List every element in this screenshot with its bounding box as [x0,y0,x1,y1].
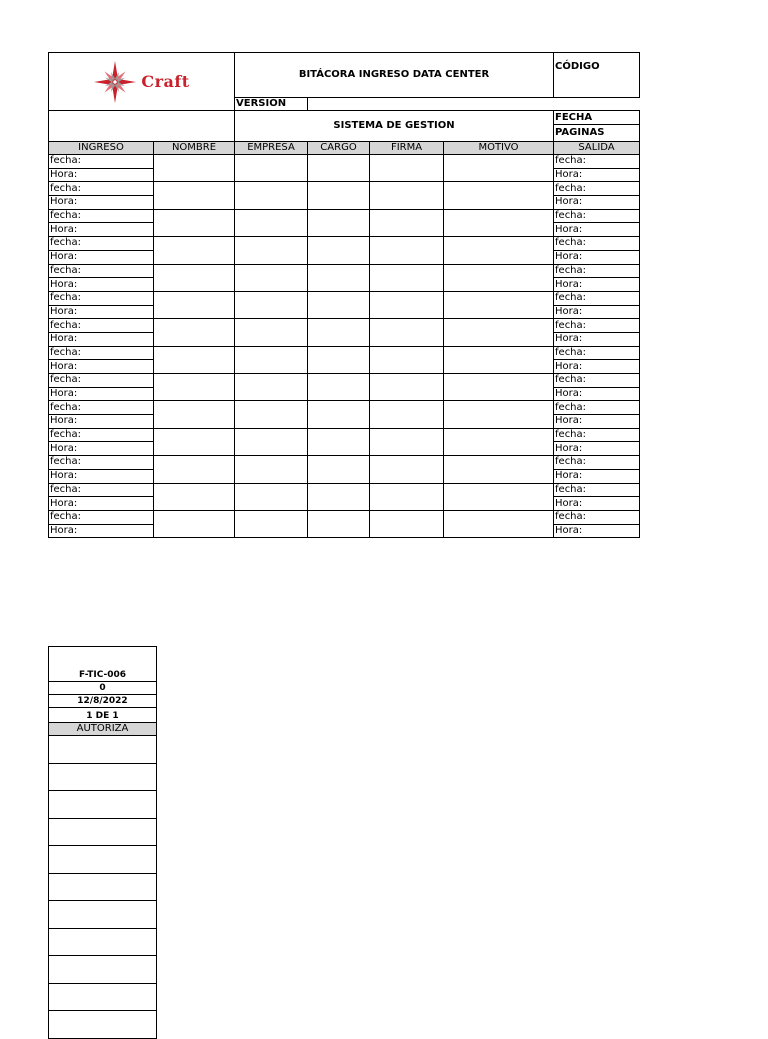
cargo-cell[interactable] [308,291,370,318]
firma-cell[interactable] [370,456,444,483]
salida-hora-cell[interactable]: Hora: [554,223,640,237]
firma-cell[interactable] [370,209,444,236]
nombre-cell[interactable] [154,346,235,373]
salida-fecha-cell[interactable]: fecha: [554,182,640,196]
motivo-cell[interactable] [444,456,554,483]
col-motivo-header: MOTIVO [444,142,554,155]
firma-cell[interactable] [370,428,444,455]
nombre-cell[interactable] [154,401,235,428]
nombre-cell[interactable] [154,291,235,318]
salida-fecha-cell[interactable]: fecha: [554,291,640,305]
motivo-cell[interactable] [444,182,554,209]
log-entry-row [49,483,640,497]
cargo-cell[interactable] [308,319,370,346]
craft-logo [50,60,233,104]
firma-cell[interactable] [370,291,444,318]
salida-hora-cell[interactable]: Hora: [554,442,640,456]
ingreso-fecha-cell[interactable]: fecha: [49,428,154,442]
salida-fecha-cell[interactable]: fecha: [554,209,640,223]
firma-cell[interactable] [370,374,444,401]
firma-cell[interactable] [370,510,444,537]
log-entry-row [49,182,640,196]
salida-hora-cell[interactable]: Hora: [554,360,640,374]
empresa-cell[interactable] [235,428,308,455]
firma-cell[interactable] [370,483,444,510]
col-firma-header: FIRMA [370,142,444,155]
salida-fecha-cell[interactable]: fecha: [554,456,640,470]
firma-cell[interactable] [370,237,444,264]
ingreso-hora-cell[interactable]: Hora: [49,332,154,346]
salida-hora-cell[interactable]: Hora: [554,168,640,182]
ingreso-fecha-cell[interactable]: fecha: [49,346,154,360]
salida-fecha-cell[interactable]: fecha: [554,346,640,360]
log-entry-row [49,264,640,278]
autoriza-signature-cell[interactable] [49,846,157,874]
logo-cell [49,53,235,111]
col-ingreso-header: INGRESO [49,142,154,155]
autoriza-signature-cell[interactable] [49,818,157,846]
empresa-cell[interactable] [235,374,308,401]
salida-fecha-cell[interactable]: fecha: [554,428,640,442]
log-entry-row [49,510,640,524]
ingreso-hora-cell[interactable]: Hora: [49,415,154,429]
ingreso-hora-cell[interactable]: Hora: [49,469,154,483]
nombre-cell[interactable] [154,182,235,209]
autoriza-row [49,873,157,901]
autoriza-signature-cell[interactable] [49,1011,157,1039]
motivo-cell[interactable] [444,483,554,510]
firma-cell[interactable] [370,155,444,182]
salida-hora-cell[interactable]: Hora: [554,278,640,292]
nombre-cell[interactable] [154,264,235,291]
autoriza-signature-cell[interactable] [49,983,157,1011]
nombre-cell[interactable] [154,155,235,182]
nombre-cell[interactable] [154,483,235,510]
log-entry-row [49,291,640,305]
brand-name: Craft [141,71,190,91]
empresa-cell[interactable] [235,319,308,346]
meta-paginas-label: PAGINAS [554,125,640,142]
ingreso-hora-cell[interactable]: Hora: [49,168,154,182]
autoriza-signature-cell[interactable] [49,956,157,984]
paginas-value: 1 DE 1 [49,708,157,723]
ingreso-hora-cell[interactable]: Hora: [49,360,154,374]
ingreso-fecha-cell[interactable]: fecha: [49,510,154,524]
ingreso-fecha-cell[interactable]: fecha: [49,237,154,251]
autoriza-signature-cell[interactable] [49,736,157,764]
meta-codigo-label: CÓDIGO [554,53,640,98]
autoriza-row [49,791,157,819]
cargo-cell[interactable] [308,456,370,483]
compass-rose-icon [93,60,137,104]
empresa-cell[interactable] [235,291,308,318]
nombre-cell[interactable] [154,428,235,455]
empresa-cell[interactable] [235,483,308,510]
autoriza-row [49,846,157,874]
meta-fecha-label: FECHA [554,111,640,125]
col-salida-header: SALIDA [554,142,640,155]
log-entry-row [49,346,640,360]
salida-fecha-cell[interactable]: fecha: [554,155,640,169]
cargo-cell[interactable] [308,374,370,401]
motivo-cell[interactable] [444,291,554,318]
autoriza-row [49,1011,157,1039]
autoriza-signature-cell[interactable] [49,928,157,956]
salida-hora-cell[interactable]: Hora: [554,524,640,538]
salida-hora-cell[interactable]: Hora: [554,497,640,511]
ingreso-hora-cell[interactable]: Hora: [49,497,154,511]
empresa-cell[interactable] [235,209,308,236]
empresa-cell[interactable] [235,182,308,209]
log-entry-row [49,456,640,470]
ingreso-fecha-cell[interactable]: fecha: [49,209,154,223]
salida-fecha-cell[interactable]: fecha: [554,401,640,415]
ingreso-fecha-cell[interactable]: fecha: [49,264,154,278]
codigo-value: F-TIC-006 [49,647,157,682]
motivo-cell[interactable] [444,237,554,264]
form-subtitle: SISTEMA DE GESTION [235,111,554,142]
ingreso-fecha-cell[interactable]: fecha: [49,291,154,305]
log-entry-row [49,319,640,333]
log-entry-row [49,209,640,223]
motivo-cell[interactable] [444,155,554,182]
cargo-cell[interactable] [308,155,370,182]
autoriza-signature-cell[interactable] [49,901,157,929]
form-title: BITÁCORA INGRESO DATA CENTER [235,53,554,98]
col-empresa-header: EMPRESA [235,142,308,155]
fecha-value: 12/8/2022 [49,695,157,708]
salida-hora-cell[interactable]: Hora: [554,387,640,401]
ingreso-fecha-cell[interactable]: fecha: [49,374,154,388]
ingreso-fecha-cell[interactable]: fecha: [49,182,154,196]
nombre-cell[interactable] [154,209,235,236]
nombre-cell[interactable] [154,456,235,483]
motivo-cell[interactable] [444,374,554,401]
salida-fecha-cell[interactable]: fecha: [554,237,640,251]
salida-hora-cell[interactable]: Hora: [554,196,640,210]
salida-fecha-cell[interactable]: fecha: [554,374,640,388]
firma-cell[interactable] [370,319,444,346]
approval-panel [48,646,157,1039]
nombre-cell[interactable] [154,237,235,264]
col-nombre-header: NOMBRE [154,142,235,155]
salida-hora-cell[interactable]: Hora: [554,305,640,319]
log-sheet-table [48,52,640,538]
firma-cell[interactable] [370,264,444,291]
ingreso-fecha-cell[interactable]: fecha: [49,401,154,415]
empresa-cell[interactable] [235,401,308,428]
version-value: 0 [49,682,157,695]
cargo-cell[interactable] [308,182,370,209]
salida-hora-cell[interactable]: Hora: [554,250,640,264]
autoriza-row [49,983,157,1011]
col-cargo-header: CARGO [308,142,370,155]
ingreso-hora-cell[interactable]: Hora: [49,223,154,237]
ingreso-fecha-cell[interactable]: fecha: [49,319,154,333]
log-entry-row [49,401,640,415]
log-entry-row [49,237,640,251]
cargo-cell[interactable] [308,401,370,428]
empresa-cell[interactable] [235,346,308,373]
salida-fecha-cell[interactable]: fecha: [554,264,640,278]
cargo-cell[interactable] [308,264,370,291]
empresa-cell[interactable] [235,456,308,483]
cargo-cell[interactable] [308,428,370,455]
log-entry-row [49,374,640,388]
column-header-row [49,142,640,155]
log-entry-row [49,155,640,169]
motivo-cell[interactable] [444,319,554,346]
salida-hora-cell[interactable]: Hora: [554,332,640,346]
cargo-cell[interactable] [308,237,370,264]
log-entry-row [49,428,640,442]
autoriza-signature-cell[interactable] [49,763,157,791]
autoriza-header: AUTORIZA [49,723,157,736]
ingreso-hora-cell[interactable]: Hora: [49,278,154,292]
ingreso-fecha-cell[interactable]: fecha: [49,483,154,497]
motivo-cell[interactable] [444,401,554,428]
autoriza-row [49,818,157,846]
ingreso-hora-cell[interactable]: Hora: [49,305,154,319]
autoriza-row [49,736,157,764]
motivo-cell[interactable] [444,209,554,236]
meta-version-label: VERSIÒN [235,98,308,111]
cargo-cell[interactable] [308,346,370,373]
ingreso-hora-cell[interactable]: Hora: [49,442,154,456]
empresa-cell[interactable] [235,510,308,537]
autoriza-row [49,901,157,929]
salida-hora-cell[interactable]: Hora: [554,415,640,429]
salida-hora-cell[interactable]: Hora: [554,469,640,483]
motivo-cell[interactable] [444,428,554,455]
salida-fecha-cell[interactable]: fecha: [554,319,640,333]
firma-cell[interactable] [370,401,444,428]
nombre-cell[interactable] [154,510,235,537]
autoriza-signature-cell[interactable] [49,791,157,819]
ingreso-hora-cell[interactable]: Hora: [49,196,154,210]
logo-spacer [49,111,235,142]
ingreso-fecha-cell[interactable]: fecha: [49,456,154,470]
firma-cell[interactable] [370,182,444,209]
salida-fecha-cell[interactable]: fecha: [554,483,640,497]
autoriza-row [49,763,157,791]
empresa-cell[interactable] [235,155,308,182]
motivo-cell[interactable] [444,346,554,373]
empresa-cell[interactable] [235,237,308,264]
ingreso-hora-cell[interactable]: Hora: [49,387,154,401]
ingreso-fecha-cell[interactable]: fecha: [49,155,154,169]
motivo-cell[interactable] [444,264,554,291]
ingreso-hora-cell[interactable]: Hora: [49,524,154,538]
empresa-cell[interactable] [235,264,308,291]
nombre-cell[interactable] [154,319,235,346]
cargo-cell[interactable] [308,483,370,510]
ingreso-hora-cell[interactable]: Hora: [49,250,154,264]
autoriza-row [49,956,157,984]
cargo-cell[interactable] [308,209,370,236]
autoriza-row [49,928,157,956]
autoriza-signature-cell[interactable] [49,873,157,901]
cargo-cell[interactable] [308,510,370,537]
motivo-cell[interactable] [444,510,554,537]
firma-cell[interactable] [370,346,444,373]
nombre-cell[interactable] [154,374,235,401]
salida-fecha-cell[interactable]: fecha: [554,510,640,524]
